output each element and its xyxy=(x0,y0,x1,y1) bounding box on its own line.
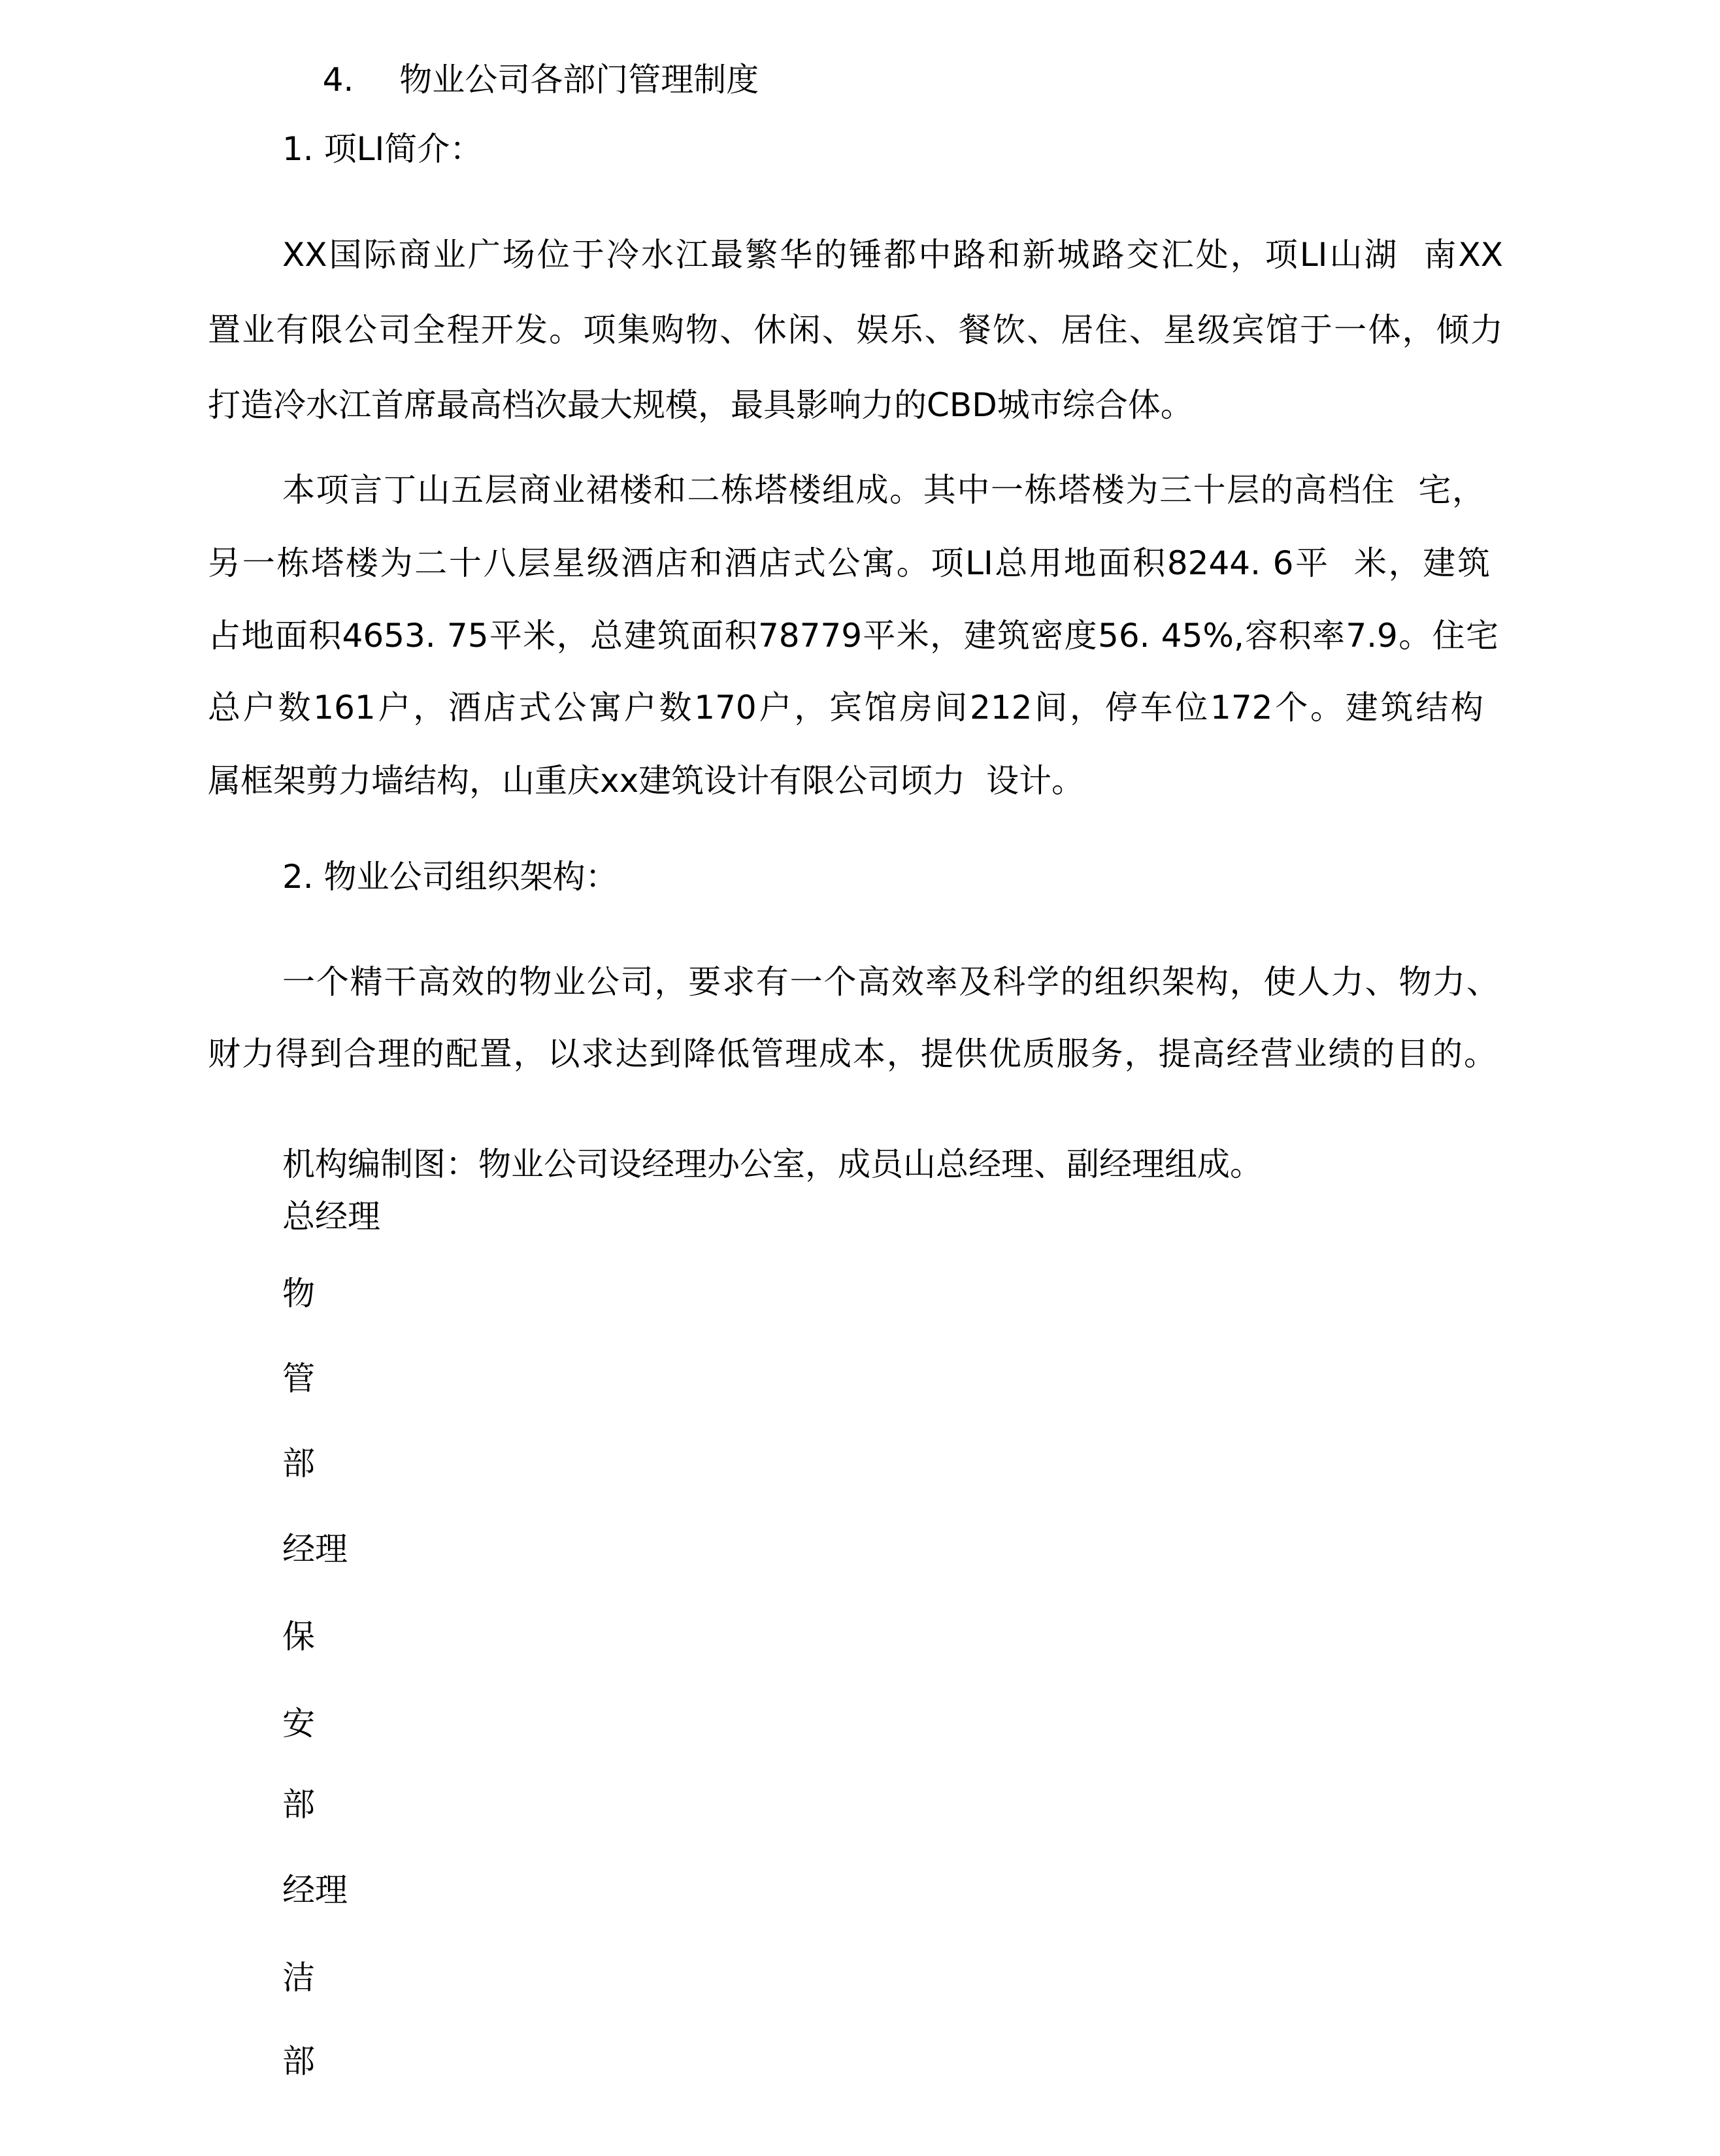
section2-p1-line2: 财力得到合理的配置，以求达到降低管理成本，提供优质服务，提高经营业绩的目的。 xyxy=(208,1035,1497,1073)
title-text: 物业公司各部门管理制度 xyxy=(399,61,759,99)
org-item: 保 xyxy=(282,1618,315,1656)
section1-heading: 1. 项LI简介： xyxy=(282,130,483,168)
title-number: 4. xyxy=(322,61,354,99)
org-item: 安 xyxy=(282,1705,315,1742)
document-title xyxy=(281,29,759,99)
org-item: 部 xyxy=(282,1445,315,1482)
section1-p1-line3: 打造冷水江首席最高档次最大规模，最具影响力的CBD城市综合体。 xyxy=(208,386,1193,424)
section1-p2-line3: 占地面积4653. 75平米，总建筑面积78779平米，建筑密度56. 45%,容积率7.9。住宅 xyxy=(208,617,1498,655)
section1-p2-line5: 属框架剪力墙结构，山重庆xx建筑设计有限公司顷力 设计。 xyxy=(208,762,1084,800)
section1-p2-line2: 另一栋塔楼为二十八层星级酒店和酒店式公寓。项LI总用地面积8244. 6平 米，建筑 xyxy=(208,544,1490,582)
section2-p1-line1: 一个精干高效的物业公司，要求有一个高效率及科学的组织架构，使人力、物力、 xyxy=(282,963,1499,1001)
org-item-general-manager: 总经理 xyxy=(282,1198,380,1235)
section1-p2-line1: 本项言丁山五层商业裙楼和二栋塔楼组成。其中一栋塔楼为三十层的高档住 宅， xyxy=(282,471,1485,509)
org-item: 管 xyxy=(282,1360,315,1397)
section1-p2-line4: 总户数161户，酒店式公寓户数170户，宾馆房间212间，停车位172个。建筑结构 xyxy=(208,689,1483,727)
section2-heading: 2. 物业公司组织架构： xyxy=(282,858,618,896)
org-item: 经理 xyxy=(282,1871,348,1909)
section1-p1-line2: 置业有限公司全程开发。项集购物、休闲、娱乐、餐饮、居住、星级宾馆于一体，倾力 xyxy=(208,311,1503,349)
org-item: 物 xyxy=(282,1275,315,1313)
section1-p1-line1: XX国际商业广场位于冷水江最繁华的锤都中路和新城路交汇处，项LI山湖 南XX xyxy=(282,236,1503,274)
org-chart-note: 机构编制图：物业公司设经理办公室，成员山总经理、副经理组成。 xyxy=(282,1145,1263,1183)
org-item: 部 xyxy=(282,2042,315,2080)
org-item: 经理 xyxy=(282,1530,348,1568)
org-item: 洁 xyxy=(282,1959,315,1997)
org-item: 部 xyxy=(282,1786,315,1823)
